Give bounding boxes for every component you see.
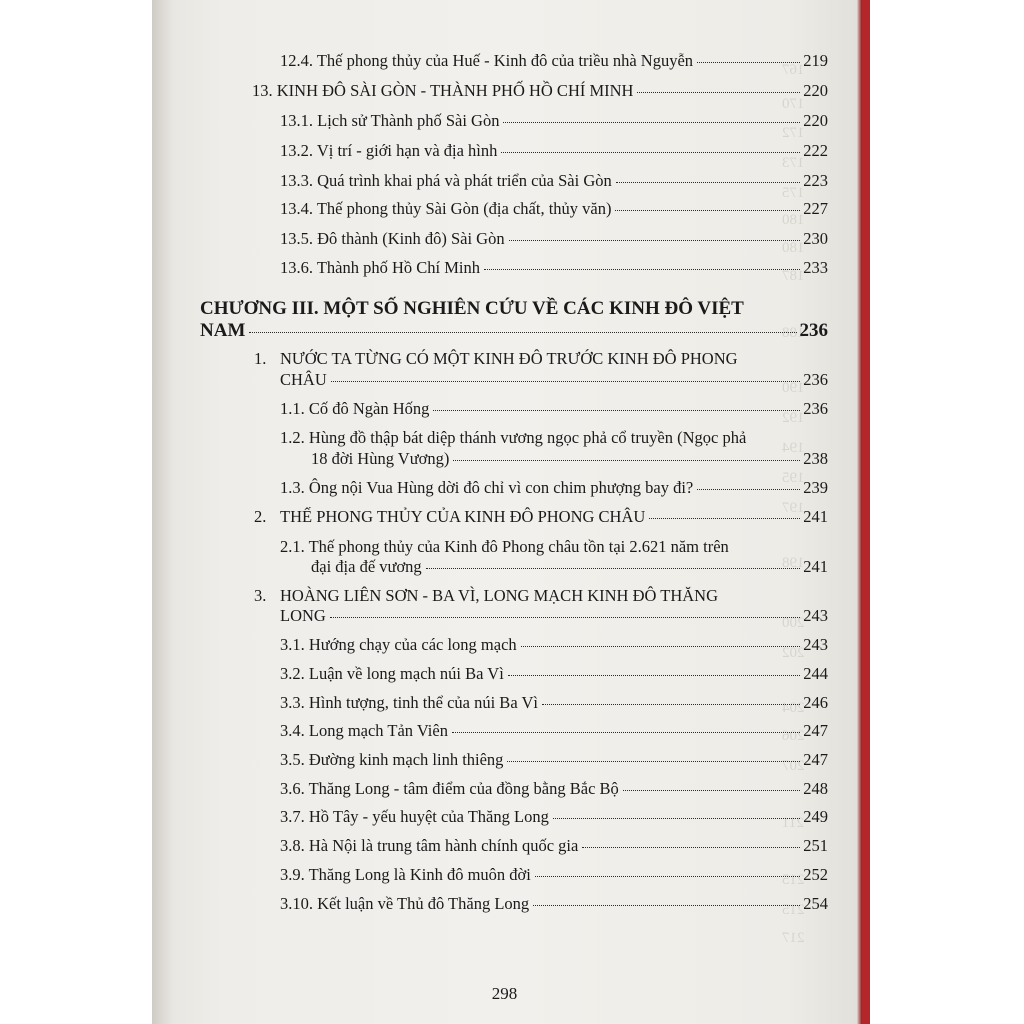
toc-entry-title: 3.8. Hà Nội là trung tâm hành chính quốc gia (280, 836, 579, 855)
toc-entry-3-5[interactable] (280, 749, 828, 771)
toc-entry-page: 219 (803, 51, 828, 70)
dot-leader (331, 381, 800, 382)
toc-entry-page: 252 (803, 865, 828, 884)
section-number: 2. (254, 507, 267, 526)
toc-entry-13[interactable] (252, 80, 828, 102)
section-2-heading[interactable] (280, 506, 828, 528)
dot-leader (452, 732, 800, 733)
dot-leader (426, 568, 801, 569)
section-number: 1. (254, 349, 267, 368)
dot-leader (649, 518, 800, 519)
page-number: 298 (491, 984, 518, 1003)
toc-entry-page: 247 (803, 721, 828, 740)
dot-leader (330, 617, 800, 618)
toc-entry-page: 247 (803, 750, 828, 769)
toc-entry-title: 3.2. Luận về long mạch núi Ba Vì (280, 664, 504, 683)
toc-entry-title: 12.4. Thế phong thủy của Huế - Kinh đô của triều nhà Nguyễn (280, 51, 694, 70)
toc-entry-13-1[interactable] (280, 110, 828, 132)
show-through-texture: 167 170 172 173 175 180 180 187 188 190 192 194 195 197 198 200 202 204 206 207 211 215 215 217 (782, 62, 805, 946)
toc-entry-page: 241 (803, 557, 828, 576)
book-page (152, 0, 857, 1024)
toc-entry-1-3[interactable] (280, 477, 828, 499)
toc-entry-3-7[interactable] (280, 806, 828, 828)
toc-entry-13-3[interactable] (280, 170, 828, 192)
toc-entry-title: 18 đời Hùng Vương) (311, 449, 450, 468)
toc-entry-page: 236 (799, 320, 828, 341)
toc-entry-title: LONG (280, 606, 326, 625)
toc-entry-13-4[interactable] (280, 198, 828, 220)
dot-leader (637, 92, 800, 93)
toc-entry-page: 243 (803, 635, 828, 654)
toc-entry-3-3[interactable] (280, 692, 828, 714)
toc-entry-title: 3.9. Thăng Long là Kinh đô muôn đời (280, 865, 531, 884)
dot-leader (453, 460, 800, 461)
toc-entry-title: 1.1. Cố đô Ngàn Hống (280, 399, 430, 418)
background-right (870, 0, 1024, 1024)
section-1-heading-line2[interactable] (280, 369, 828, 391)
dot-leader (615, 210, 800, 211)
toc-entry-title: 13.3. Quá trình khai phá và phát triển của Sài Gòn (280, 171, 612, 190)
toc-entry-title: 3.1. Hướng chạy của các long mạch (280, 635, 517, 654)
toc-entry-13-5[interactable] (280, 228, 828, 250)
toc-entry-3-6[interactable] (280, 778, 828, 800)
toc-entry-title: 13.6. Thành phố Hồ Chí Minh (280, 258, 480, 277)
toc-entry-3-1[interactable] (280, 634, 828, 656)
toc-entry-page: 251 (803, 836, 828, 855)
dot-leader (533, 905, 800, 906)
dot-leader (501, 152, 800, 153)
toc-entry-title: NAM (200, 320, 246, 341)
toc-entry-1-1[interactable] (280, 398, 828, 420)
section-number: 3. (254, 586, 267, 605)
toc-entry-page: 236 (803, 370, 828, 389)
toc-entry-3-2[interactable] (280, 663, 828, 685)
toc-entry-title: 1.3. Ông nội Vua Hùng dời đô chỉ vì con chim phượng bay đi? (280, 478, 694, 497)
toc-entry-title: THẾ PHONG THỦY CỦA KINH ĐÔ PHONG CHÂU (280, 507, 646, 526)
dot-leader (697, 62, 800, 63)
dot-leader (484, 269, 800, 270)
chapter-heading[interactable]: CHƯƠNG III. MỘT SỐ NGHIÊN CỨU VỀ CÁC KINH ĐÔ VIỆT (200, 298, 744, 319)
toc-entry-title: 3.6. Thăng Long - tâm điểm của đồng bằng Bắc Bộ (280, 779, 619, 798)
toc-entry-page: 238 (803, 449, 828, 468)
toc-entry-title: 13.1. Lịch sử Thành phố Sài Gòn (280, 111, 500, 130)
toc-entry-3-10[interactable] (280, 893, 828, 915)
toc-entry-13-2[interactable] (280, 140, 828, 162)
toc-entry-page: 222 (803, 141, 828, 160)
toc-entry-title: 13.2. Vị trí - giới hạn và địa hình (280, 141, 498, 160)
dot-leader (542, 704, 800, 705)
toc-entry-page: 241 (803, 507, 828, 526)
toc-entry-1-2[interactable]: 1.2. Hùng đồ thập bát diệp thánh vương ngọc phả cổ truyền (Ngọc phả (280, 428, 747, 447)
dot-leader (553, 818, 800, 819)
toc-entry-3-8[interactable] (280, 835, 828, 857)
dot-leader (433, 410, 800, 411)
dot-leader (582, 847, 800, 848)
toc-entry-title: 13.4. Thế phong thủy Sài Gòn (địa chất, thủy văn) (280, 199, 612, 218)
toc-entry-1-2-line2[interactable] (311, 448, 828, 470)
section-1-heading[interactable]: NƯỚC TA TỪNG CÓ MỘT KINH ĐÔ TRƯỚC KINH ĐÔ PHONG (280, 349, 738, 368)
toc-entry-page: 236 (803, 399, 828, 418)
dot-leader (507, 761, 800, 762)
toc-entry-page: 233 (803, 258, 828, 277)
toc-entry-2-1-line2[interactable] (311, 556, 828, 578)
toc-entry-title: đại địa đế vương (311, 557, 422, 576)
toc-entry-page: 239 (803, 478, 828, 497)
toc-entry-page: 230 (803, 229, 828, 248)
toc-entry-title: 13.5. Đô thành (Kinh đô) Sài Gòn (280, 229, 505, 248)
dot-leader (249, 332, 796, 333)
section-3-heading[interactable]: HOÀNG LIÊN SƠN - BA VÌ, LONG MẠCH KINH ĐÔ THĂNG (280, 586, 718, 605)
dot-leader (521, 646, 801, 647)
book-cover-edge (862, 0, 870, 1024)
toc-entry-page: 223 (803, 171, 828, 190)
dot-leader (616, 182, 801, 183)
toc-entry-page: 220 (803, 81, 828, 100)
toc-entry-3-4[interactable] (280, 720, 828, 742)
toc-entry-title: 3.5. Đường kinh mạch linh thiêng (280, 750, 504, 769)
toc-entry-3-9[interactable] (280, 864, 828, 886)
toc-entry-title: CHÂU (280, 370, 327, 389)
toc-entry-title: 13. KINH ĐÔ SÀI GÒN - THÀNH PHỐ HỒ CHÍ MINH (252, 81, 634, 100)
toc-entry-page: 243 (803, 606, 828, 625)
toc-entry-title: 3.10. Kết luận về Thủ đô Thăng Long (280, 894, 530, 913)
dot-leader (503, 122, 800, 123)
toc-entry-13-6[interactable] (280, 257, 828, 279)
toc-entry-page: 249 (803, 807, 828, 826)
toc-entry-title: 3.7. Hồ Tây - yếu huyệt của Thăng Long (280, 807, 549, 826)
section-3-heading-line2[interactable] (280, 605, 828, 627)
toc-entry-title: 3.4. Long mạch Tản Viên (280, 721, 448, 740)
dot-leader (535, 876, 800, 877)
toc-entry-page: 248 (803, 779, 828, 798)
toc-entry-2-1[interactable]: 2.1. Thế phong thủy của Kinh đô Phong châu tồn tại 2.621 năm trên (280, 537, 729, 556)
dot-leader (509, 240, 801, 241)
chapter-heading-line2[interactable] (200, 319, 828, 343)
dot-leader (508, 675, 800, 676)
dot-leader (623, 790, 800, 791)
toc-entry-page: 220 (803, 111, 828, 130)
toc-entry-page: 254 (803, 894, 828, 913)
toc-entry-page: 244 (803, 664, 828, 683)
dot-leader (697, 489, 800, 490)
toc-entry-page: 246 (803, 693, 828, 712)
background-left (0, 0, 152, 1024)
toc-entry-12-4[interactable] (280, 50, 828, 72)
toc-entry-title: 3.3. Hình tượng, tinh thể của núi Ba Vì (280, 693, 538, 712)
toc-entry-page: 227 (803, 199, 828, 218)
